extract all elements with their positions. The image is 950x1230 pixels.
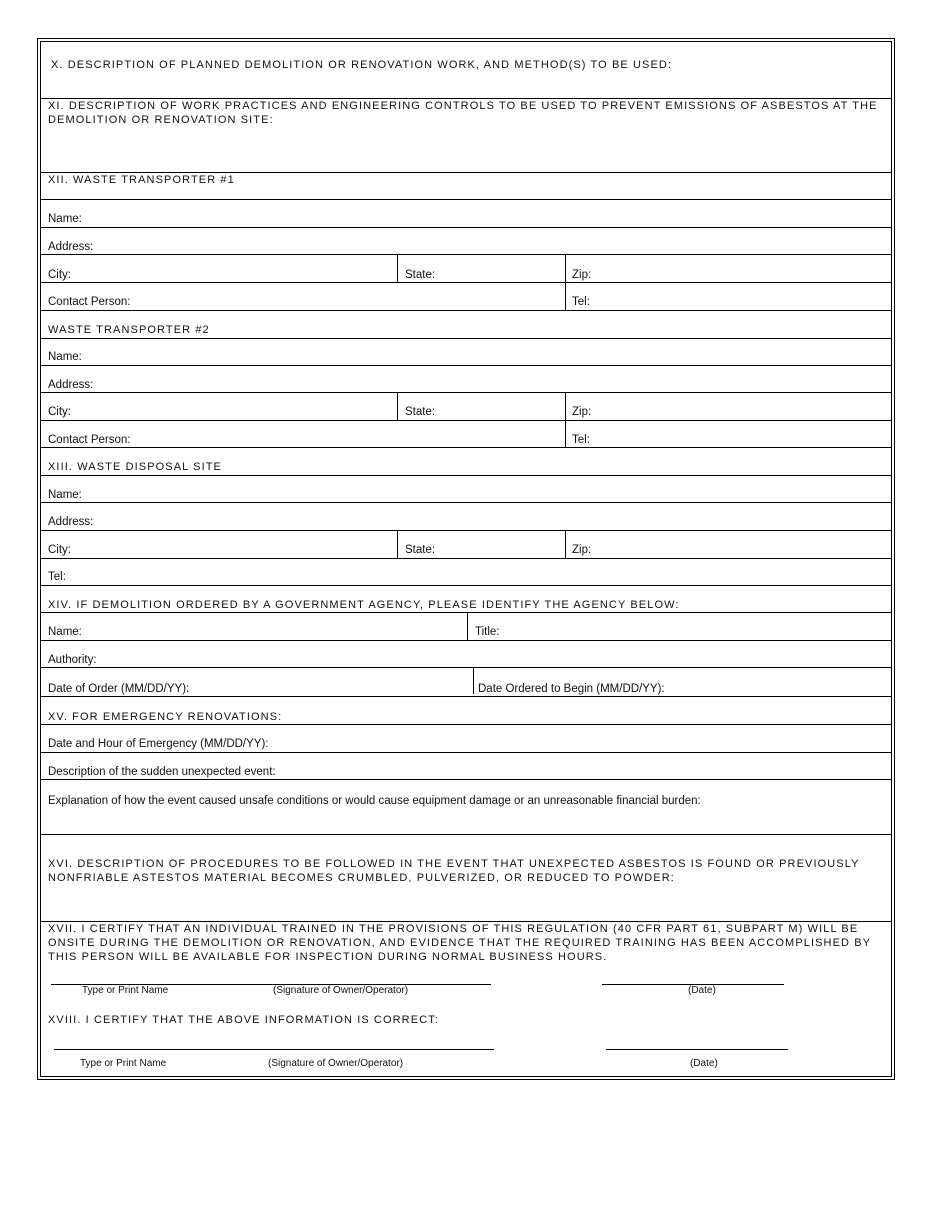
disposal-heading: XIII. WASTE DISPOSAL SITE	[48, 461, 222, 473]
divider	[40, 310, 892, 311]
disposal-zip-field[interactable]: Zip:	[572, 544, 592, 556]
divider	[40, 612, 892, 613]
transporter2-state-field[interactable]: State:	[405, 406, 436, 418]
agency-authority-field[interactable]: Authority:	[48, 654, 97, 666]
agency-name-field[interactable]: Name:	[48, 626, 82, 638]
divider	[40, 779, 892, 780]
section-xviii-certification: XVIII. I CERTIFY THAT THE ABOVE INFORMATION IS CORRECT:	[48, 1014, 439, 1026]
divider	[40, 338, 892, 339]
xviii-name-signature-line[interactable]	[54, 1049, 494, 1050]
divider	[40, 640, 892, 641]
divider	[40, 502, 892, 503]
section-xvi-heading: XVI. DESCRIPTION OF PROCEDURES TO BE FOLLOWED IN THE EVENT THAT UNEXPECTED ASBESTOS IS FOUND OR PREVIOUSLY NONFRIABLE ASTESTOS MATERIAL BECOMES CRUMBLED, PULVERIZED, OR REDUCED TO POWDER:	[48, 858, 860, 884]
transporter2-contact-field[interactable]: Contact Person:	[48, 434, 131, 446]
divider	[397, 254, 398, 282]
divider	[40, 558, 892, 559]
section-xi-heading: XI. DESCRIPTION OF WORK PRACTICES AND ENGINEERING CONTROLS TO BE USED TO PREVENT EMISSIONS OF ASBESTOS AT THE DEMOLITION OR RENOVATION SITE:	[48, 100, 878, 126]
divider	[397, 530, 398, 558]
transporter2-city-field[interactable]: City:	[48, 406, 71, 418]
agency-heading: XIV. IF DEMOLITION ORDERED BY A GOVERNMENT AGENCY, PLEASE IDENTIFY THE AGENCY BELOW:	[48, 599, 680, 611]
divider	[40, 199, 892, 200]
xvii-print-name-label: Type or Print Name	[82, 985, 169, 996]
xviii-print-name-label: Type or Print Name	[80, 1058, 167, 1069]
transporter2-address-field[interactable]: Address:	[48, 379, 94, 391]
divider	[40, 227, 892, 228]
disposal-tel-field[interactable]: Tel:	[48, 571, 66, 583]
transporter1-name-field[interactable]: Name:	[48, 213, 82, 225]
divider	[40, 834, 892, 835]
emergency-explanation-field[interactable]: Explanation of how the event caused unsafe conditions or would cause equipment damage or an unreasonable financial burden:	[48, 795, 701, 807]
transporter2-tel-field[interactable]: Tel:	[572, 434, 590, 446]
xviii-date-label: (Date)	[690, 1058, 718, 1069]
divider	[40, 752, 892, 753]
xvii-signature-label: (Signature of Owner/Operator)	[273, 985, 409, 996]
divider	[467, 612, 468, 640]
transporter2-heading: WASTE TRANSPORTER #2	[48, 324, 210, 336]
disposal-address-field[interactable]: Address:	[48, 516, 94, 528]
emergency-description-field[interactable]: Description of the sudden unexpected event:	[48, 766, 276, 778]
divider	[565, 530, 566, 558]
transporter1-zip-field[interactable]: Zip:	[572, 269, 592, 281]
section-x-heading: X. DESCRIPTION OF PLANNED DEMOLITION OR RENOVATION WORK, AND METHOD(S) TO BE USED:	[51, 59, 673, 71]
transporter1-state-field[interactable]: State:	[405, 269, 436, 281]
divider	[40, 254, 892, 255]
divider	[40, 420, 892, 421]
xviii-signature-label: (Signature of Owner/Operator)	[268, 1058, 404, 1069]
divider	[397, 392, 398, 420]
divider	[40, 696, 892, 697]
divider	[40, 585, 892, 586]
divider	[40, 365, 892, 366]
xviii-date-line[interactable]	[606, 1049, 788, 1050]
disposal-city-field[interactable]: City:	[48, 544, 71, 556]
transporter1-heading: XII. WASTE TRANSPORTER #1	[48, 174, 235, 186]
emergency-heading: XV. FOR EMERGENCY RENOVATIONS:	[48, 711, 283, 723]
transporter1-tel-field[interactable]: Tel:	[572, 296, 590, 308]
transporter1-city-field[interactable]: City:	[48, 269, 71, 281]
agency-date-order-field[interactable]: Date of Order (MM/DD/YY):	[48, 683, 190, 695]
transporter1-address-field[interactable]: Address:	[48, 241, 94, 253]
transporter1-contact-field[interactable]: Contact Person:	[48, 296, 131, 308]
xvii-date-label: (Date)	[688, 985, 716, 996]
emergency-date-field[interactable]: Date and Hour of Emergency (MM/DD/YY):	[48, 738, 269, 750]
divider	[40, 667, 892, 668]
divider	[40, 282, 892, 283]
section-xvii-certification: XVII. I CERTIFY THAT AN INDIVIDUAL TRAINED IN THE PROVISIONS OF THIS REGULATION (40 CFR PART 61, SUBPART M) WILL BE ONSITE DURING THE DEMOLITION OR RENOVATION, AND EVIDENCE THAT THE REQUIRED TRAINING HAS BEEN ACCOMPLISHED BY THIS PERSON WILL BE AVAILABLE FOR INSPECTION DURING NORMAL BUSINESS HOURS.	[48, 923, 871, 963]
agency-title-field[interactable]: Title:	[475, 626, 500, 638]
divider	[40, 724, 892, 725]
agency-date-begin-field[interactable]: Date Ordered to Begin (MM/DD/YY):	[478, 683, 665, 695]
transporter2-name-field[interactable]: Name:	[48, 351, 82, 363]
divider	[473, 667, 474, 694]
divider	[40, 475, 892, 476]
disposal-name-field[interactable]: Name:	[48, 489, 82, 501]
disposal-state-field[interactable]: State:	[405, 544, 436, 556]
divider	[40, 392, 892, 393]
divider	[40, 447, 892, 448]
transporter2-zip-field[interactable]: Zip:	[572, 406, 592, 418]
divider	[40, 530, 892, 531]
